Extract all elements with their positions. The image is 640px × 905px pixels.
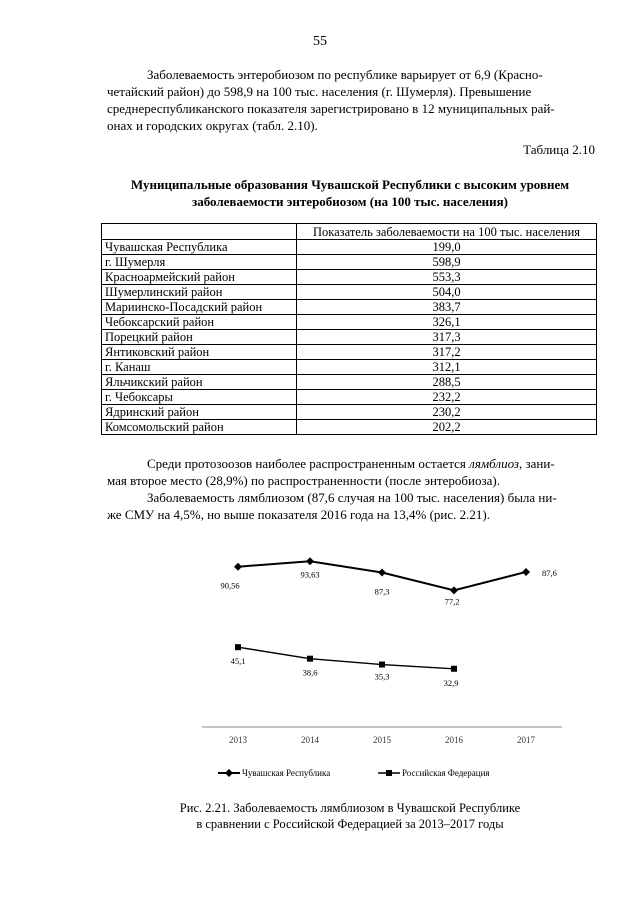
table-row xyxy=(102,420,597,435)
data-point-square xyxy=(235,644,241,650)
row-name-cell: г. Чебоксары xyxy=(102,390,297,405)
row-value-cell: 317,2 xyxy=(297,345,597,360)
row-value-cell: 202,2 xyxy=(297,420,597,435)
legend-marker-square xyxy=(386,770,392,776)
header-blank-cell xyxy=(102,224,297,240)
x-tick-label: 2015 xyxy=(373,735,391,745)
para2-line-1 xyxy=(107,455,595,472)
line-chart xyxy=(190,540,570,790)
x-tick-label: 2017 xyxy=(517,735,535,745)
table-row xyxy=(102,360,597,375)
table-row xyxy=(102,375,597,390)
row-value-cell: 232,2 xyxy=(297,390,597,405)
header-value-cell: Показатель заболеваемости на 100 тыс. населения xyxy=(297,224,597,240)
data-point-square xyxy=(379,662,385,668)
data-label: 77,2 xyxy=(444,596,460,607)
table-row xyxy=(102,240,597,255)
row-value-cell: 383,7 xyxy=(297,300,597,315)
lamblia-paragraph xyxy=(107,455,595,523)
chart-svg xyxy=(190,540,570,790)
data-point-diamond xyxy=(234,563,242,571)
intro-line-4: онах и городских округах (табл. 2.10). xyxy=(107,118,318,133)
intro-line-3: среднереспубликанского показателя зарегистрировано в 12 муниципальных рай- xyxy=(107,101,555,116)
table-row xyxy=(102,345,597,360)
row-value-cell: 326,1 xyxy=(297,315,597,330)
para2-line-2: мая второе место (28,9%) по распространенности (после энтеробиоза). xyxy=(107,473,500,488)
row-name-cell: г. Канаш xyxy=(102,360,297,375)
caption-line-2: в сравнении с Российской Федерацией за 2013–2017 годы xyxy=(196,817,504,831)
table-title-line-2: заболеваемости энтеробиозом (на 100 тыс. населения) xyxy=(191,194,509,209)
row-value-cell: 288,5 xyxy=(297,375,597,390)
row-value-cell: 553,3 xyxy=(297,270,597,285)
data-point-diamond xyxy=(378,568,386,576)
table-header-row xyxy=(102,224,597,240)
table-row xyxy=(102,405,597,420)
data-point-square xyxy=(451,666,457,672)
data-label: 90,56 xyxy=(220,580,240,591)
row-name-cell: Шумерлинский район xyxy=(102,285,297,300)
table-row xyxy=(102,390,597,405)
legend-label: Российская Федерация xyxy=(402,768,490,778)
x-tick-label: 2014 xyxy=(301,735,319,745)
row-name-cell: Мариинско-Посадский район xyxy=(102,300,297,315)
row-name-cell: Чебоксарский район xyxy=(102,315,297,330)
data-label: 87,6 xyxy=(542,567,557,578)
series-line-2 xyxy=(238,647,454,669)
data-label: 38,6 xyxy=(302,667,318,678)
table-row xyxy=(102,315,597,330)
intro-line-1: Заболеваемость энтеробиозом по республике варьирует от 6,9 (Красно- xyxy=(147,67,543,82)
table-row xyxy=(102,300,597,315)
x-tick-label: 2013 xyxy=(229,735,247,745)
table-row xyxy=(102,330,597,345)
para2-text-a: Среди протозоозов наиболее распространенным остается xyxy=(147,456,470,471)
row-value-cell: 317,3 xyxy=(297,330,597,345)
data-point-diamond xyxy=(306,557,314,565)
figure-caption xyxy=(100,800,600,832)
page-number: 55 xyxy=(313,34,327,49)
para2-emphasis: лямблиоз xyxy=(469,456,519,471)
table-row xyxy=(102,285,597,300)
data-label: 45,1 xyxy=(230,656,246,667)
data-label: 93,63 xyxy=(300,569,320,580)
data-table xyxy=(101,223,597,435)
caption-line-1: Рис. 2.21. Заболеваемость лямблиозом в Чувашской Республике xyxy=(179,801,521,815)
para2-text-b: , зани- xyxy=(518,456,555,471)
intro-paragraph xyxy=(107,66,595,134)
row-value-cell: 199,0 xyxy=(297,240,597,255)
intro-line-2: четайский район) до 598,9 на 100 тыс. населения (г. Шумерля). Превышение xyxy=(107,84,532,99)
para3-line-2: же СМУ на 4,5%, но выше показателя 2016 года на 13,4% (рис. 2.21). xyxy=(107,507,490,522)
data-point-diamond xyxy=(522,568,530,576)
row-name-cell: Яльчикский район xyxy=(102,375,297,390)
row-value-cell: 504,0 xyxy=(297,285,597,300)
row-name-cell: Порецкий район xyxy=(102,330,297,345)
data-label: 32,9 xyxy=(443,677,459,688)
data-label: 87,3 xyxy=(374,586,390,597)
legend-marker-diamond xyxy=(225,769,233,777)
row-value-cell: 312,1 xyxy=(297,360,597,375)
x-tick-label: 2016 xyxy=(445,735,463,745)
row-name-cell: Комсомольский район xyxy=(102,420,297,435)
table-row xyxy=(102,270,597,285)
row-name-cell: Ядринский район xyxy=(102,405,297,420)
data-point-square xyxy=(307,656,313,662)
data-label: 35,3 xyxy=(374,671,390,682)
table-title-line-1: Муниципальные образования Чувашской Республики с высоким уровнем xyxy=(130,177,570,192)
legend-label: Чувашская Республика xyxy=(242,768,331,778)
row-name-cell: Янтиковский район xyxy=(102,345,297,360)
row-value-cell: 230,2 xyxy=(297,405,597,420)
row-value-cell: 598,9 xyxy=(297,255,597,270)
row-name-cell: Чувашская Республика xyxy=(102,240,297,255)
data-point-diamond xyxy=(450,586,458,594)
row-name-cell: г. Шумерля xyxy=(102,255,297,270)
para3-line-1: Заболеваемость лямблиозом (87,6 случая на 100 тыс. населения) была ни- xyxy=(147,490,557,505)
table-row xyxy=(102,255,597,270)
table-title xyxy=(100,176,600,210)
row-name-cell: Красноармейский район xyxy=(102,270,297,285)
table-label: Таблица 2.10 xyxy=(523,142,595,157)
